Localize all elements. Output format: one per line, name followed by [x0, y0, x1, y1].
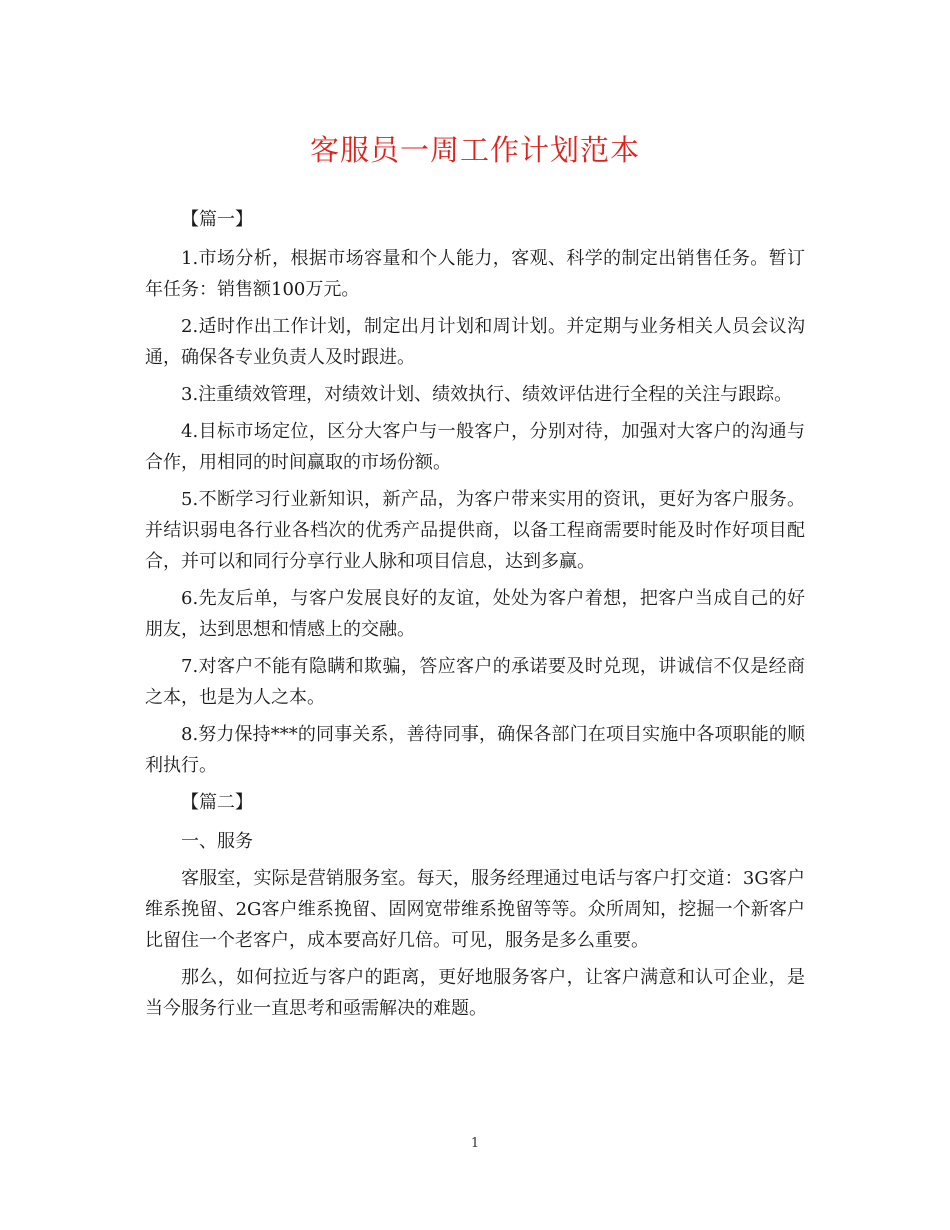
paragraph: 7.对客户不能有隐瞒和欺骗，答应客户的承诺要及时兑现，讲诚信不仅是经商之本，也是为人之本。	[145, 656, 805, 708]
paragraph: 3.注重绩效管理，对绩效计划、绩效执行、绩效评估进行全程的关注与跟踪。	[181, 384, 793, 405]
paragraph: 6.先友后单，与客户发展良好的友谊，处处为客户着想，把客户当成自己的好朋友，达到思想和情感上的交融。	[145, 588, 805, 640]
paragraph: 5.不断学习行业新知识，新产品，为客户带来实用的资讯，更好为客户服务。并结识弱电各行业各档次的优秀产品提供商，以备工程商需要时能及时作好项目配合，并可以和同行分享行业人脉和项目信息，达到多赢。	[145, 489, 805, 572]
paragraph: 4.目标市场定位，区分大客户与一般客户，分别对待，加强对大客户的沟通与合作，用相同的时间赢取的市场份额。	[145, 421, 805, 473]
document-title: 客服员一周工作计划范本	[309, 133, 640, 167]
page-number: 1	[470, 1136, 480, 1151]
paragraph: 8.努力保持***的同事关系，善待同事，确保各部门在项目实施中各项职能的顺利执行。	[145, 724, 805, 776]
paragraph: 那么，如何拉近与客户的距离，更好地服务客户，让客户满意和认可企业，是当今服务行业一直思考和亟需解决的难题。	[145, 967, 805, 1019]
subheading: 一、服务	[181, 831, 253, 852]
document-body	[145, 204, 805, 1030]
section-heading: 【篇一】	[181, 209, 253, 230]
section-heading: 【篇二】	[181, 792, 253, 813]
paragraph: 2.适时作出工作计划，制定出月计划和周计划。并定期与业务相关人员会议沟通，确保各专业负责人及时跟进。	[145, 316, 805, 368]
paragraph: 客服室，实际是营销服务室。每天，服务经理通过电话与客户打交道：3G客户维系挽留、2G客户维系挽留、固网宽带维系挽留等等。众所周知，挖掘一个新客户比留住一个老客户，成本要高好几倍。可见，服务是多么重要。	[145, 868, 805, 951]
paragraph: 1.市场分析，根据市场容量和个人能力，客观、科学的制定出销售任务。暂订年任务：销售额100万元。	[145, 248, 805, 300]
